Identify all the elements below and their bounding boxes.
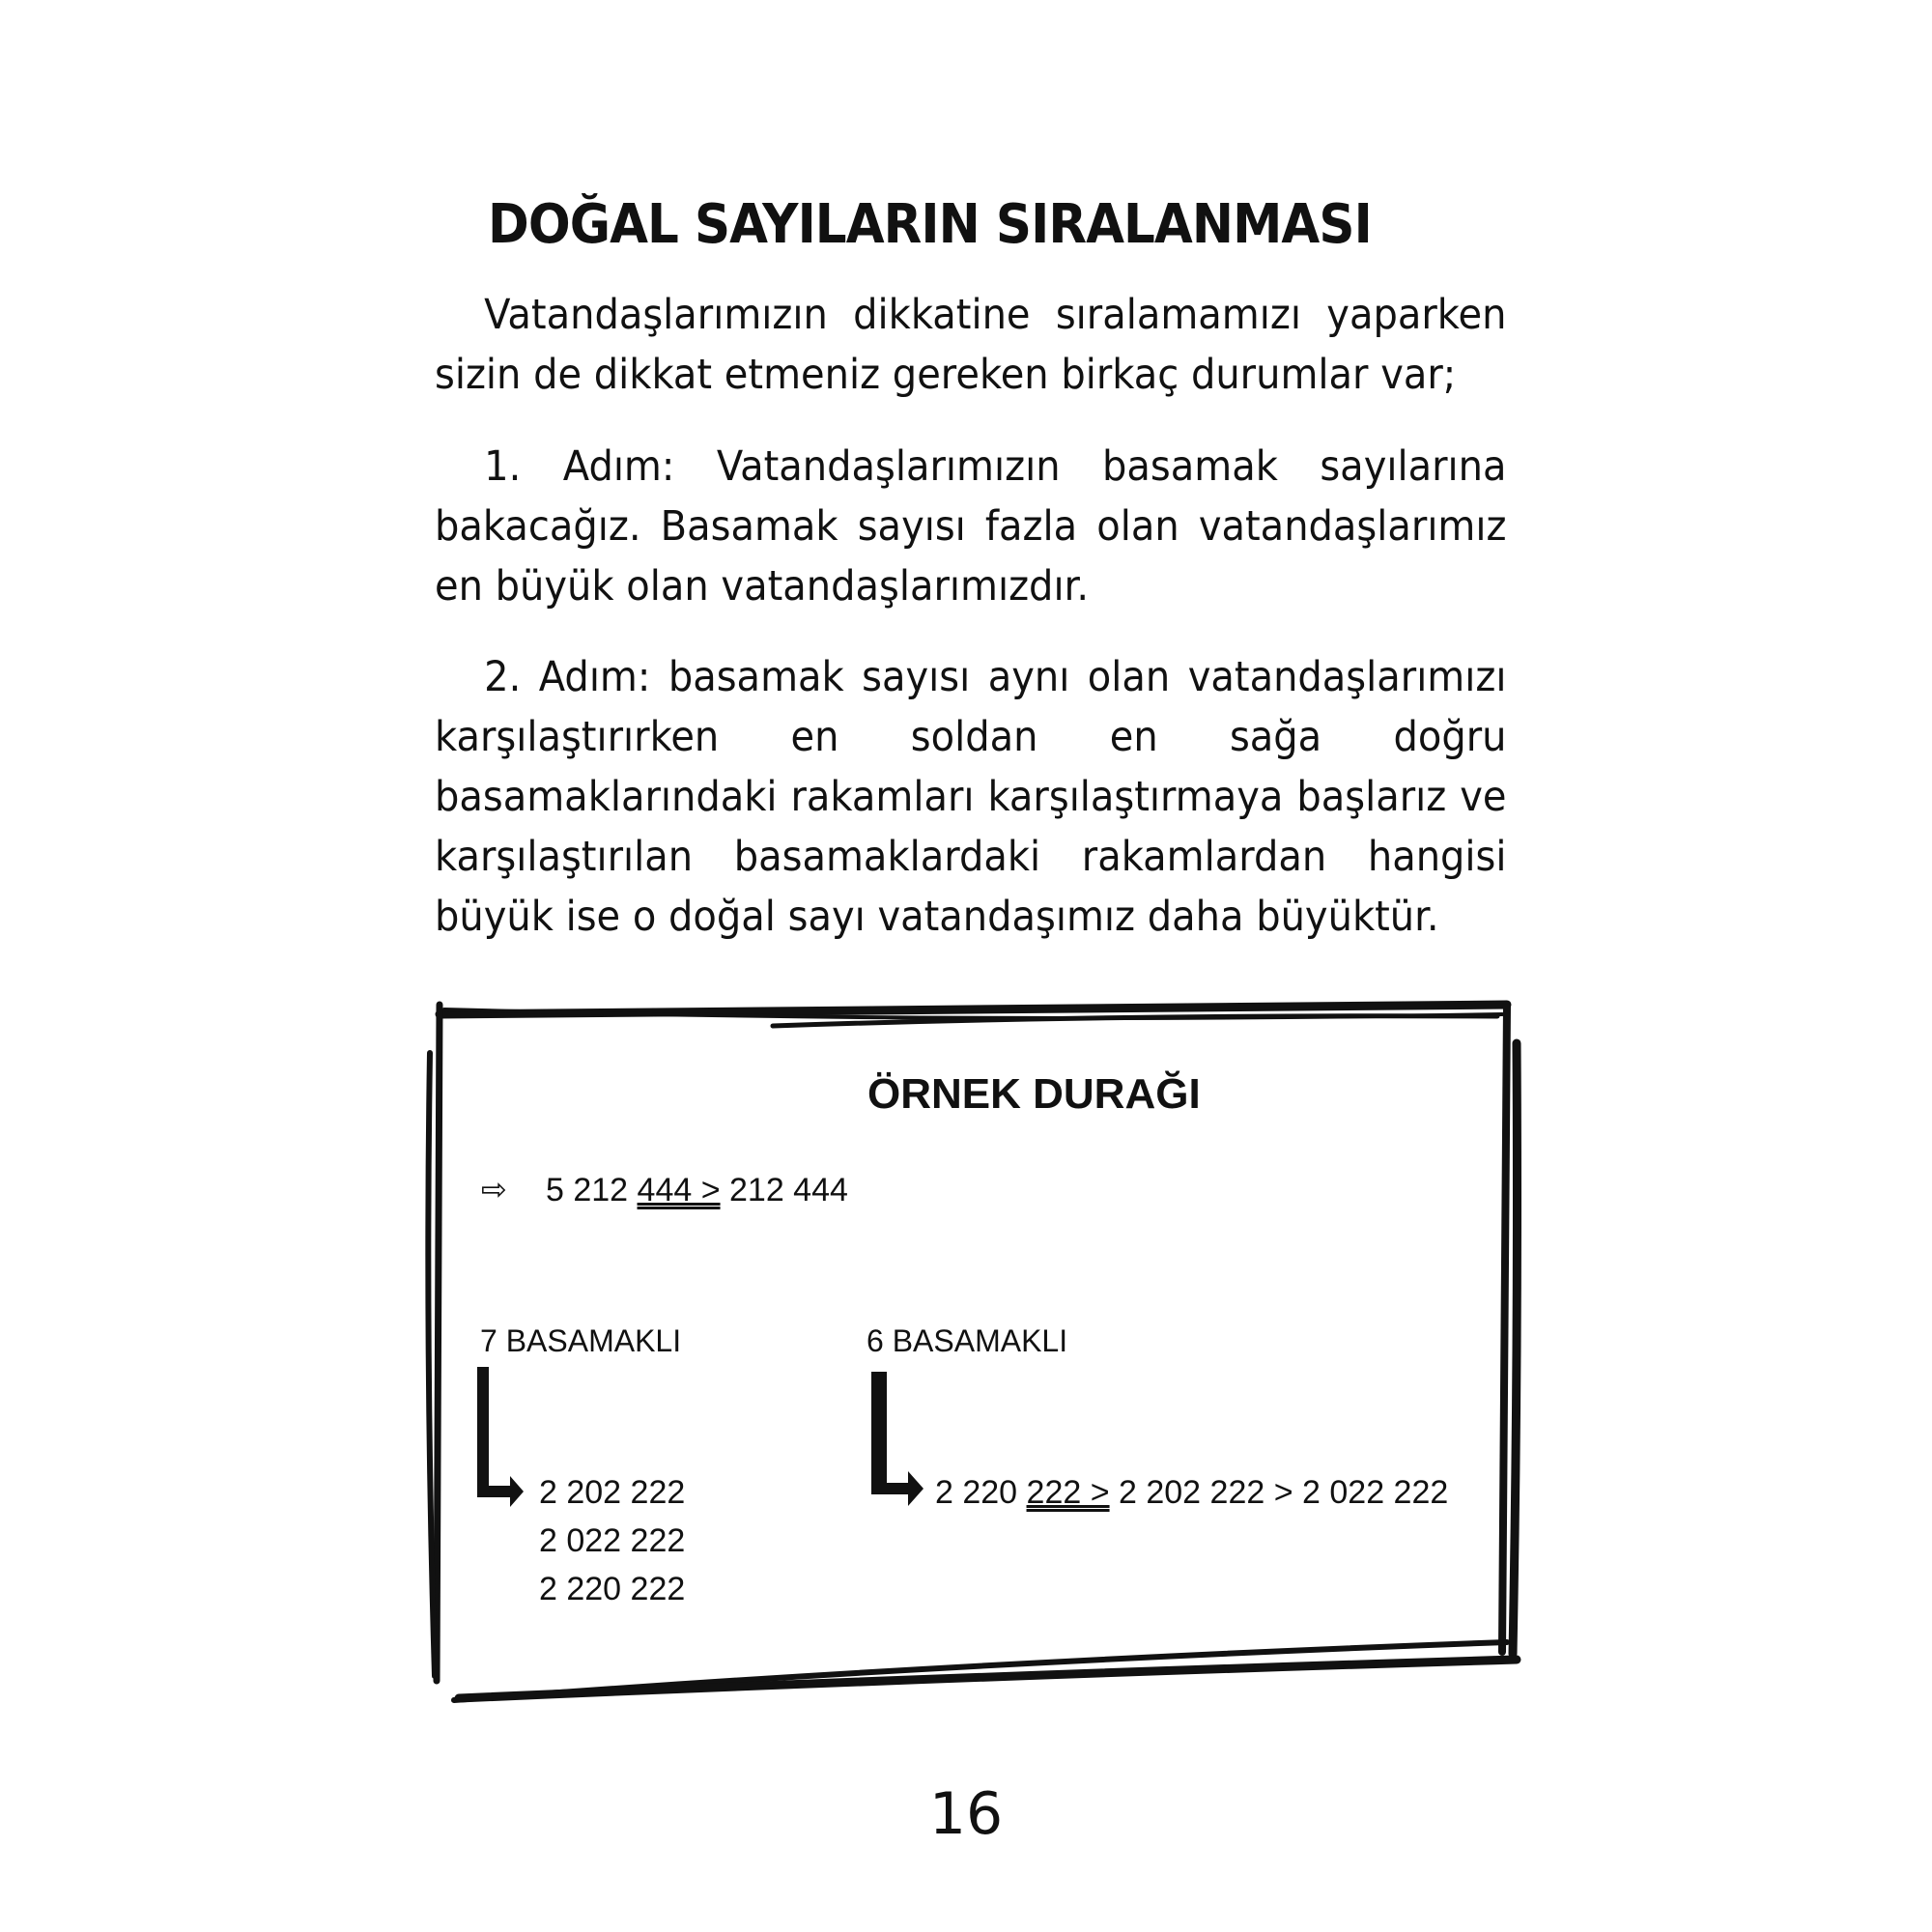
list-item: 2 220 222 (539, 1571, 686, 1607)
outline-arrow-icon: ⇨ (481, 1171, 507, 1208)
example-box-title: ÖRNEK DURAĞI (867, 1070, 1201, 1118)
bent-arrow-7 (477, 1367, 524, 1507)
number-list (539, 1468, 685, 1613)
page-title: DOĞAL SAYILARIN SIRALANMASI (488, 193, 1372, 256)
comparison-rest: 2 202 222 > 2 022 222 (1109, 1474, 1449, 1511)
page-number: 16 (928, 1780, 1004, 1848)
example-comparison-1 (546, 1172, 848, 1209)
comparison-underlined: 222 > (1026, 1474, 1110, 1511)
example1-right: 212 444 (720, 1172, 848, 1208)
intro-paragraph: Vatandaşlarımızın dikkatine sıralamamızı yaparken sizin de dikkat etmeniz gereken birkaç durumlar var; (435, 291, 1507, 399)
ordered-comparison (935, 1468, 1448, 1517)
step-1-paragraph: 1. Adım: Vatandaşlarımızın basamak sayılarına bakacağız. Basamak sayısı fazla olan vatandaşlarımız en büyük olan vatandaşlarımızdır. (435, 442, 1507, 611)
label-6-digit: 6 BASAMAKLI (867, 1323, 1068, 1358)
list-item: 2 202 222 (539, 1474, 686, 1511)
label-7-digit: 7 BASAMAKLI (480, 1323, 682, 1358)
example1-left: 5 212 (546, 1172, 638, 1208)
example1-underlined: 444 > (637, 1172, 721, 1208)
comparison-first: 2 220 (935, 1474, 1027, 1511)
bent-arrow-6 (871, 1372, 923, 1506)
list-item: 2 022 222 (539, 1522, 686, 1559)
step-2-paragraph: 2. Adım: basamak sayısı aynı olan vatandaşlarımızı karşılaştırırken en soldan en sağa doğru basamaklarındaki rakamları karşılaştırmaya başlarız ve karşılaştırılan basamaklardaki rakamlardan hangisi büyük ise o doğal sayı vatandaşımız daha büyüktür. (435, 653, 1507, 941)
